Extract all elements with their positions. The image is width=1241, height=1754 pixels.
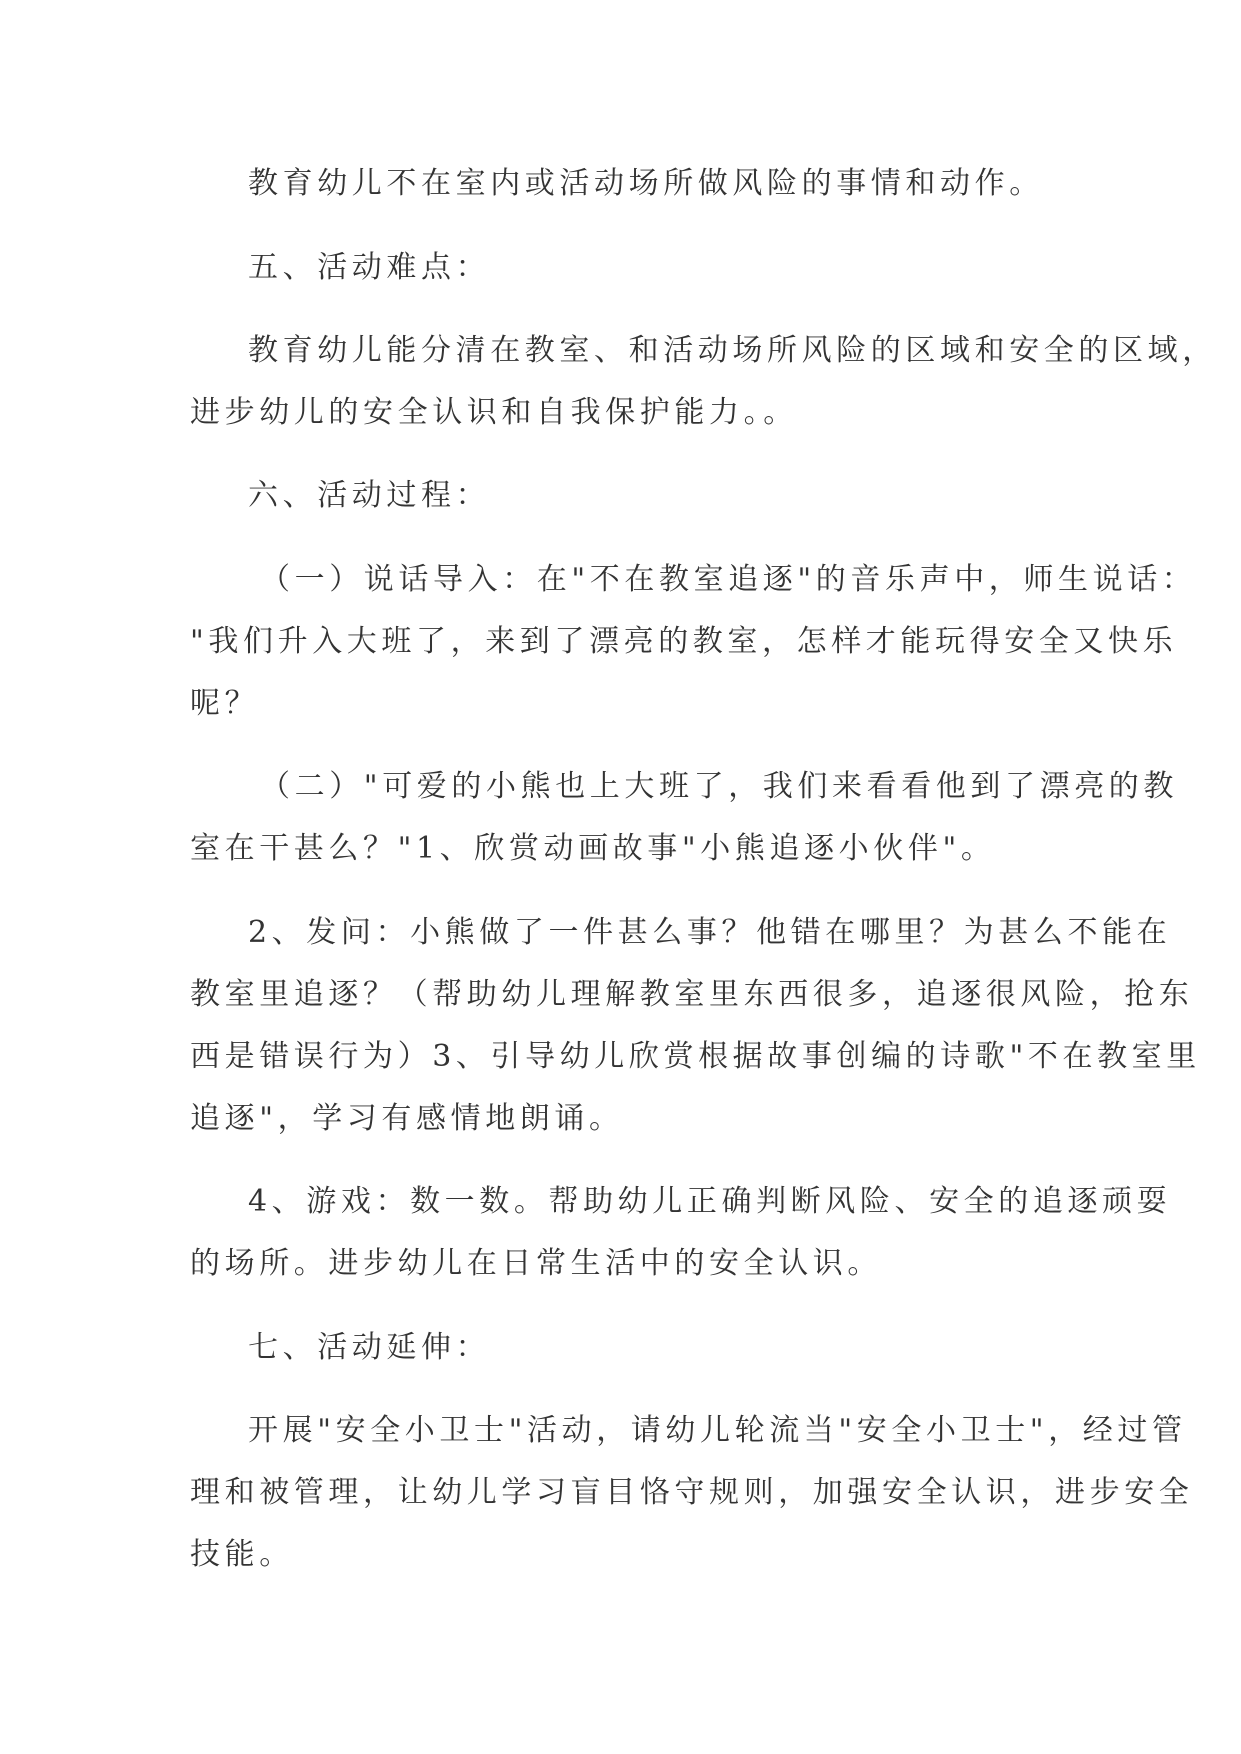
paragraph-line: 进步幼儿的安全认识和自我保护能力。。 — [190, 395, 798, 430]
paragraph-line: 教育幼儿不在室内或活动场所做风险的事情和动作。 — [248, 166, 1044, 201]
paragraph-line: 追逐"，学习有感情地朗诵。 — [190, 1101, 624, 1136]
paragraph-line: 2、发问：小熊做了一件甚么事？他错在哪里？为甚么不能在 — [248, 915, 1172, 950]
paragraph-line: 的场所。进步幼儿在日常生活中的安全认识。 — [190, 1246, 882, 1281]
section-heading: 五、活动难点： — [248, 250, 491, 285]
paragraph-line: 开展"安全小卫士"活动，请幼儿轮流当"安全小卫士"，经过管 — [248, 1413, 1187, 1448]
paragraph-line: （一）说话导入：在"不在教室追逐"的音乐声中，师生说话： — [260, 562, 1197, 597]
paragraph-line: 技能。 — [190, 1537, 294, 1572]
paragraph-line: 4、游戏：数一数。帮助幼儿正确判断风险、安全的追逐顽耍 — [248, 1184, 1172, 1219]
paragraph-line: 教室里追逐？（帮助幼儿理解教室里东西很多，追逐很风险，抢东 — [190, 977, 1194, 1012]
section-heading: 七、活动延伸： — [248, 1330, 491, 1365]
paragraph-line: 呢？ — [190, 686, 260, 721]
paragraph-line: 教育幼儿能分清在教室、和活动场所风险的区域和安全的区域， — [248, 333, 1217, 368]
section-heading: 六、活动过程： — [248, 478, 491, 513]
paragraph-line: "我们升入大班了，来到了漂亮的教室，怎样才能玩得安全又快乐 — [190, 624, 1178, 659]
paragraph-line: 西是错误行为）3、引导幼儿欣赏根据故事创编的诗歌"不在教室里 — [190, 1039, 1201, 1074]
paragraph-line: （二）"可爱的小熊也上大班了，我们来看看他到了漂亮的教 — [260, 769, 1178, 804]
paragraph-line: 理和被管理，让幼儿学习盲目恪守规则，加强安全认识，进步安全 — [190, 1475, 1194, 1510]
paragraph-line: 室在干甚么？"1、欣赏动画故事"小熊追逐小伙伴"。 — [190, 831, 996, 866]
